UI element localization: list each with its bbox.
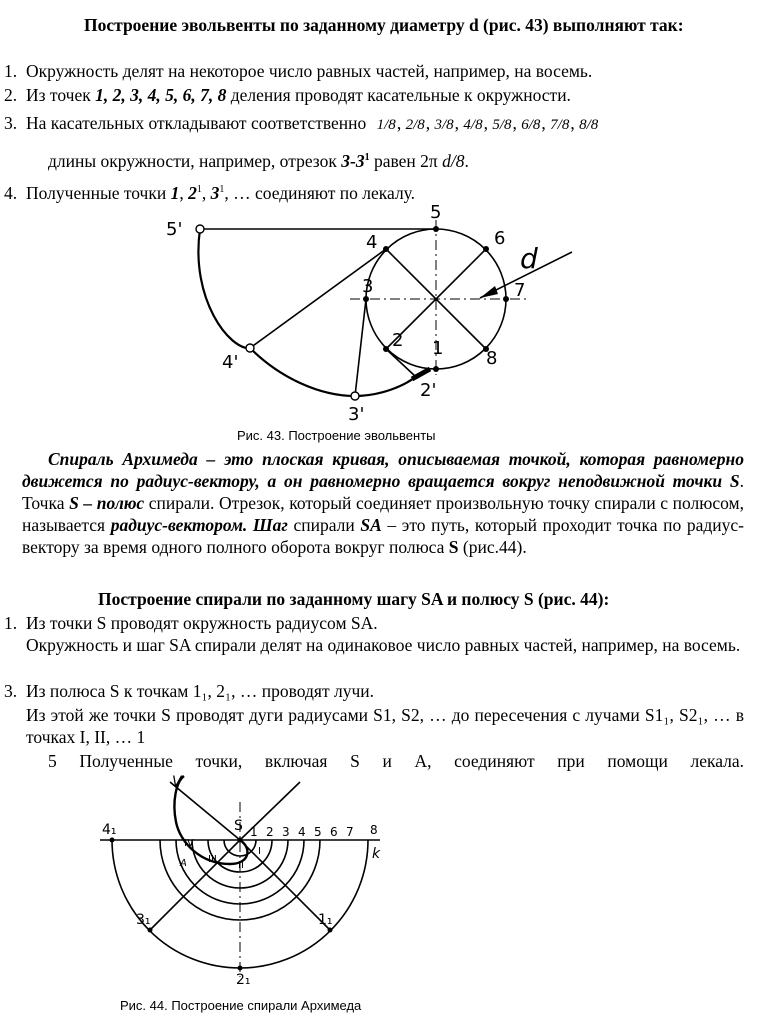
- fraction-list: 1/8, 2/8, 3/8, 4/8, 5/8, 6/8, 7/8, 8/8: [377, 113, 600, 133]
- heading-spiral: Построение спирали по заданному шагу SA и полюсу S (рис. 44):: [98, 589, 610, 609]
- caption-fig43: Рис. 43. Построение эвольвенты: [237, 428, 436, 443]
- fraction: 6/8: [521, 117, 541, 133]
- label: V: [172, 774, 182, 790]
- label: 5': [166, 219, 183, 240]
- caption-fig44: Рис. 44. Построение спирали Архимеда: [120, 998, 362, 1013]
- label: d: [520, 242, 538, 275]
- label: 8: [486, 348, 498, 369]
- fraction: 2/8: [405, 117, 425, 133]
- label: 8: [370, 823, 378, 837]
- ray: [170, 782, 240, 840]
- ray: [150, 840, 240, 930]
- arrow-icon: [480, 286, 498, 298]
- list2-item-1: 1. Из точки S проводят окружность радиусом SA.: [4, 613, 378, 633]
- point-4: [383, 246, 389, 252]
- tangent-3: [355, 299, 366, 396]
- label: 1: [432, 338, 444, 359]
- point-5prime: [196, 225, 204, 233]
- fraction: 7/8: [550, 117, 570, 133]
- fraction: 1/8: [376, 117, 396, 133]
- heading-involute: Построение эвольвенты по заданному диаметру d (рис. 43) выполняют так:: [84, 15, 684, 35]
- figure-43: [150, 200, 590, 430]
- figure-44: [80, 772, 410, 992]
- label: 1₁: [318, 912, 333, 928]
- point: [148, 928, 153, 933]
- point-4prime: [246, 344, 254, 352]
- point-6: [483, 246, 489, 252]
- ray: [240, 840, 330, 930]
- label: 2: [266, 825, 274, 839]
- label: IV: [184, 838, 194, 849]
- list1-item-1: 1. Окружность делят на некоторое число равных частей, например, на восемь.: [4, 61, 593, 81]
- list1-item-3: 3. На касательных откладывают соответственно 1/8, 2/8, 3/8, 4/8, 5/8, 6/8, 7/8, 8/8: [4, 112, 599, 136]
- label: 5: [314, 825, 322, 839]
- point: [328, 928, 333, 933]
- point-1: [433, 366, 439, 372]
- label: 7: [346, 825, 354, 839]
- point: [110, 838, 115, 843]
- list1-item-4: 4. Полученные точки 1, $2^1$, $3^1$, … соединяют по лекалу.: [4, 182, 416, 203]
- label: I: [258, 846, 261, 857]
- label: 7: [514, 280, 526, 301]
- label: A: [180, 858, 187, 869]
- fraction: 3/8: [434, 117, 454, 133]
- label: 2': [420, 380, 437, 401]
- point-5: [433, 226, 439, 232]
- para-spiral: Спираль Архимеда – это плоская кривая, описываемая точкой, которая равномерно движется по радиус-вектору, а он равномерно вращается вокруг неподвижной точки S. Точка S – полюс спирали. Отрезок, который соединяет произвольную точку спирали с полюсом, называется радиус-вектором. Шаг спирали SA – это путь, который проходит точка по радиус-вектору за время одного полного оборота вокруг полюса S (рис.44).: [22, 449, 744, 557]
- label: 4: [366, 232, 378, 253]
- list2-item-5: 5 Полученные точки, включая S и A, соединяют при помощи лекала.: [48, 751, 745, 771]
- label: 6: [494, 228, 506, 249]
- label: 1: [250, 825, 258, 839]
- label: 3: [282, 825, 290, 839]
- label: k: [372, 846, 381, 862]
- segment-2-2prime: [412, 369, 430, 379]
- label: 4₁: [102, 822, 117, 838]
- label: 5: [430, 202, 442, 223]
- label: II: [238, 860, 244, 871]
- label: 4: [298, 825, 306, 839]
- fraction: 5/8: [492, 117, 512, 133]
- label: III: [208, 854, 217, 865]
- point-3prime: [351, 392, 359, 400]
- list1-item-3-cont: длины окружности, например, отрезок $3-3^1$ равен 2π d/8.: [48, 150, 469, 171]
- list2-item-3: 3. Из полюса S к точкам 1₁, 2₁, … проводят лучи.: [4, 681, 375, 701]
- point-2: [383, 346, 389, 352]
- point-7: [503, 296, 509, 302]
- label: 2₁: [236, 972, 251, 988]
- label: 3: [362, 276, 374, 297]
- tangent-2: [386, 349, 415, 376]
- fraction: 8/8: [579, 117, 599, 133]
- point: [238, 966, 243, 971]
- list2-item-4: Из этой же точки S проводят дуги радиусами S1, S2, … до пересечения с лучами S1₁, S2₁, … в точках I, II, … 1: [26, 705, 744, 747]
- pole-s: [238, 838, 243, 843]
- label: 6: [330, 825, 338, 839]
- label: 3': [348, 404, 365, 425]
- label: 2: [392, 330, 404, 351]
- label: 4': [222, 352, 239, 373]
- list1-item-2: 2. Из точек 1, 2, 3, 4, 5, 6, 7, 8 деления проводят касательные к окружности.: [4, 85, 571, 105]
- label: S: [234, 818, 243, 834]
- list2-item-2: Окружность и шаг SA спирали делят на одинаковое число равных частей, например, на восемь.: [26, 635, 741, 655]
- fraction: 4/8: [463, 117, 483, 133]
- label: 3₁: [136, 912, 151, 928]
